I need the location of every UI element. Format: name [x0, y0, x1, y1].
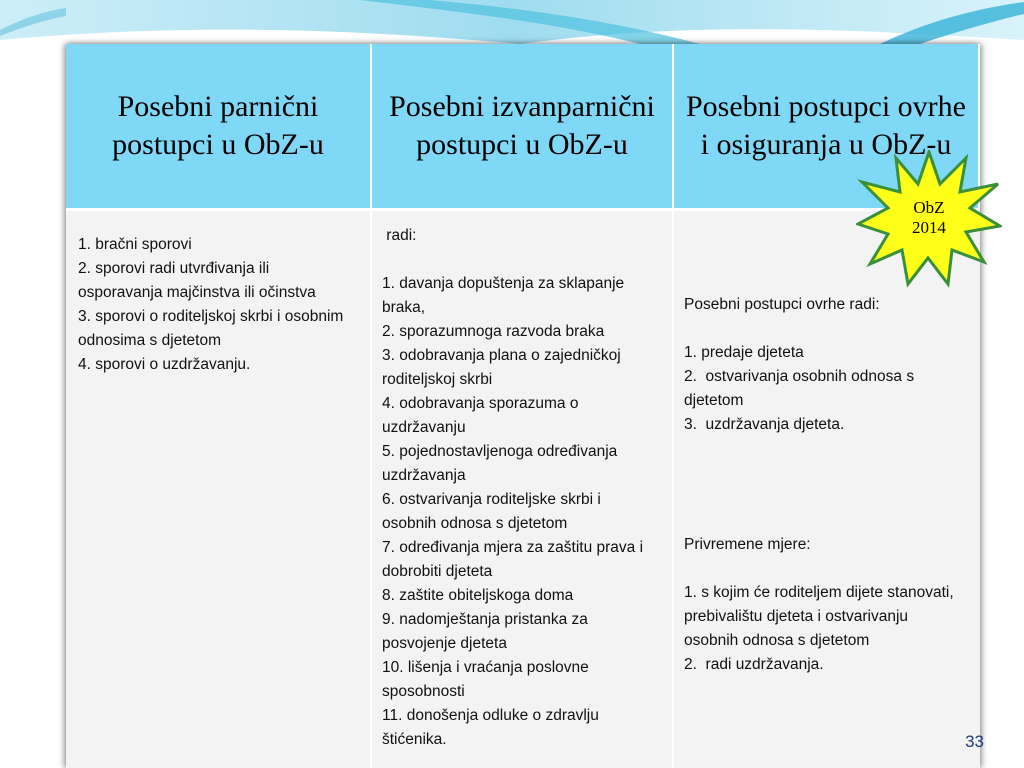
- list-item: djetetom: [684, 392, 744, 409]
- list-item: 2. sporazumnoga razvoda braka: [382, 323, 605, 340]
- list-item: prebivalištu djeteta i ostvarivanju: [684, 608, 909, 625]
- list-item: 1. davanja dopuštenja za sklapanje: [382, 275, 625, 292]
- cell-ovrha: [674, 208, 980, 768]
- list-item: osobnih odnosa s djetetom: [382, 515, 568, 532]
- list-item: uzdržavanju: [382, 419, 466, 436]
- list-item: 4. odobravanja sporazuma o: [382, 395, 579, 412]
- list-item: 2. sporovi radi utvrđivanja ili: [78, 260, 270, 277]
- list-item: 10. lišenja i vraćanja poslovne: [382, 659, 589, 676]
- list-item: 7. određivanja mjera za zaštitu prava i: [382, 539, 644, 556]
- badge-line-1: ObZ: [913, 198, 945, 217]
- list-item: 3. odobravanja plana o zajedničkoj: [382, 347, 621, 364]
- list-item: dobrobiti djeteta: [382, 563, 493, 580]
- list-item: 9. nadomještanja pristanka za: [382, 611, 588, 628]
- list-item: 1. bračni sporovi: [78, 236, 192, 253]
- list-item: sposobnosti: [382, 683, 465, 700]
- list-item: 6. ostvarivanja roditeljske skrbi i: [382, 491, 601, 508]
- list-item: 2. radi uzdržavanja.: [684, 656, 824, 673]
- list-item: braka,: [382, 299, 426, 316]
- list-item: odnosima s djetetom: [78, 332, 222, 349]
- list-item: osporavanja majčinstva ili očinstva: [78, 284, 316, 301]
- cell-parnicni: [66, 208, 372, 768]
- slide-number: 33: [965, 732, 984, 751]
- header-parnicni: Posebni parnični postupci u ObZ-u: [66, 44, 372, 208]
- left-margin-band: [0, 40, 66, 768]
- list-item: 2. ostvarivanja osobnih odnosa s: [684, 368, 915, 385]
- obz-2014-badge: [856, 150, 1002, 288]
- list-item: 5. pojednostavljenoga određivanja: [382, 443, 618, 460]
- list-item: posvojenje djeteta: [382, 635, 507, 652]
- badge-line-2: 2014: [912, 218, 946, 237]
- cell-izvanparnicni: [372, 208, 674, 768]
- list-item: 3. uzdržavanja djeteta.: [684, 416, 845, 433]
- section-title-mjere: Privremene mjere:: [684, 536, 811, 553]
- header-izvanparnicni: Posebni izvanparnični postupci u ObZ-u: [372, 44, 674, 208]
- list-item: osobnih odnosa s djetetom: [684, 632, 870, 649]
- list-item: 8. zaštite obiteljskoga doma: [382, 587, 574, 604]
- list-item: uzdržavanja: [382, 467, 466, 484]
- section-title-ovrha: Posebni postupci ovrhe radi:: [684, 296, 880, 313]
- list-item: štićenika.: [382, 731, 447, 748]
- list-item: 1. predaje djeteta: [684, 344, 804, 361]
- list-item: 11. donošenja odluke o zdravlju: [382, 707, 599, 724]
- list-intro: radi:: [382, 227, 417, 244]
- list-item: 1. s kojim će roditeljem dijete stanovati,: [684, 584, 954, 601]
- list-item: 3. sporovi o roditeljskoj skrbi i osobnim: [78, 308, 344, 325]
- header-ovrha: Posebni postupci ovrhe i osiguranja u ObZ-u: [674, 44, 980, 208]
- list-item: roditeljskoj skrbi: [382, 371, 493, 388]
- procedures-table: [66, 44, 980, 768]
- list-item: 4. sporovi o uzdržavanju.: [78, 356, 251, 373]
